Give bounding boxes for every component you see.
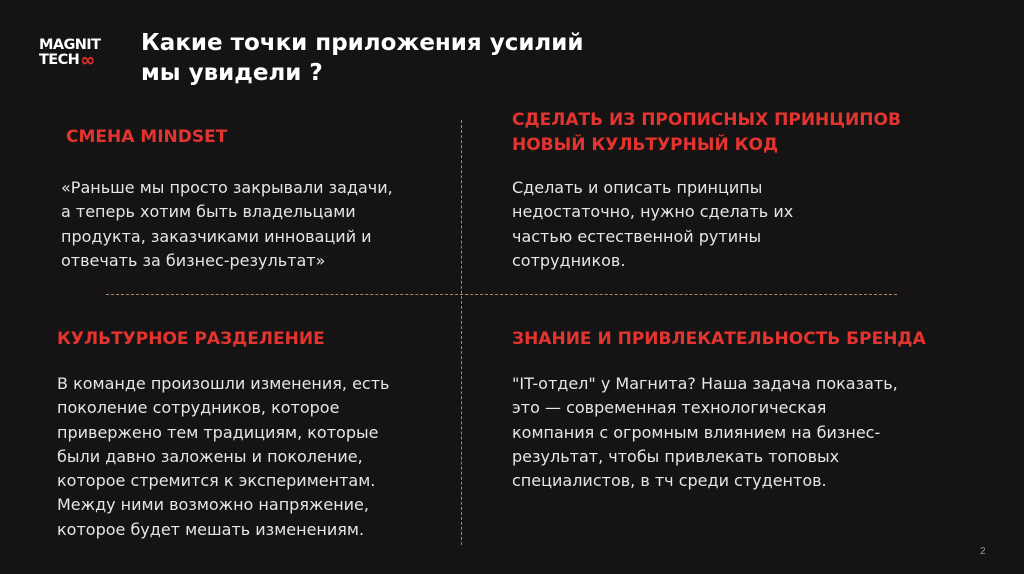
- heading-brand: [512, 327, 926, 352]
- text-line: привержено тем традициям, которые: [57, 422, 379, 442]
- logo-line-tech: [39, 50, 121, 71]
- text-line: результат, чтобы привлекать топовых: [512, 446, 840, 466]
- slide-title-line-1: Какие точки приложения усилий: [141, 30, 584, 56]
- text-line: специалистов, в тч среди студентов.: [512, 471, 827, 491]
- text-line: это — современная технологическая: [512, 398, 827, 418]
- logo-tech-text: TECH: [39, 52, 80, 68]
- text-mindset: [61, 176, 393, 273]
- vertical-divider: [461, 120, 462, 545]
- heading-line: НОВЫЙ КУЛЬТУРНЫЙ КОД: [512, 135, 779, 155]
- magnit-tech-logo: [39, 37, 121, 71]
- text-line: компания с огромным влиянием на бизнес-: [512, 422, 881, 442]
- slide-title: [141, 28, 741, 88]
- text-line: которое стремится к экспериментам.: [57, 471, 376, 491]
- text-line: В команде произошли изменения, есть: [57, 374, 390, 393]
- text-line: поколение сотрудников, которое: [57, 398, 340, 418]
- page-number: 2: [980, 546, 986, 557]
- text-line: Сделать и описать принципы: [512, 178, 763, 197]
- text-brand: [512, 372, 898, 493]
- text-cultural-divide: [57, 372, 389, 542]
- text-line: продукта, заказчиками инноваций и: [61, 226, 372, 246]
- heading-line: КУЛЬТУРНОЕ РАЗДЕЛЕНИЕ: [57, 329, 325, 349]
- text-line: отвечать за бизнес-результат»: [61, 250, 326, 270]
- text-line: «Раньше мы просто закрывали задачи,: [61, 178, 393, 197]
- text-line: а теперь хотим быть владельцами: [61, 202, 356, 222]
- logo-line-magnit: MAGNIT: [39, 37, 101, 53]
- horizontal-divider: [106, 294, 897, 295]
- heading-culture-code: [512, 108, 901, 158]
- text-line: Между ними возможно напряжение,: [57, 495, 369, 515]
- slide-title-line-2: мы увидели ?: [141, 60, 323, 86]
- heading-line: СМЕНА MINDSET: [66, 127, 228, 147]
- text-line: сотрудников.: [512, 250, 626, 270]
- heading-line: ЗНАНИЕ И ПРИВЛЕКАТЕЛЬНОСТЬ БРЕНДА: [512, 329, 926, 349]
- text-line: "IT-отдел" у Магнита? Наша задача показать,: [512, 374, 898, 393]
- text-line: недостаточно, нужно сделать их: [512, 202, 794, 222]
- heading-line: СДЕЛАТЬ ИЗ ПРОПИСНЫХ ПРИНЦИПОВ: [512, 110, 901, 130]
- infinity-icon: ∞: [80, 50, 94, 71]
- text-line: частью естественной рутины: [512, 226, 762, 246]
- text-line: которое будет мешать изменениям.: [57, 519, 365, 539]
- heading-mindset: [66, 125, 227, 150]
- text-line: были давно заложены и поколение,: [57, 446, 363, 466]
- heading-cultural-divide: [57, 327, 325, 352]
- text-culture-code: [512, 176, 793, 273]
